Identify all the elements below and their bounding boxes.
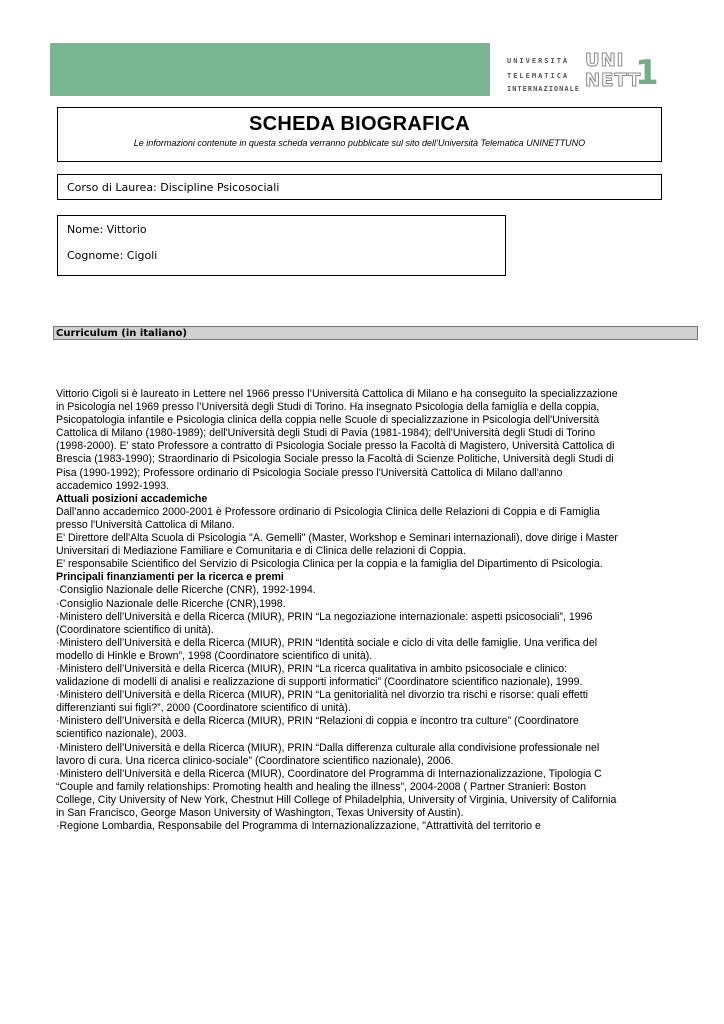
heading-funding: Principali finanziamenti per la ricerca e premi (56, 571, 284, 584)
page-subtitle: Le informazioni contenute in questa scheda verranno pubblicate sul sito dell’Università Telematica UNINETTUNO (133, 138, 586, 148)
page-title: SCHEDA BIOGRAFICA (248, 113, 471, 135)
first-name: Nome: Vittorio (67, 223, 147, 236)
funding-item: ·Ministero dell’Università e della Ricerca (MIUR), PRIN “La negoziazione internazionale: aspetti psicosociali”, 1996 (Coordinatore scientifico di unità). (56, 610, 593, 636)
funding-item: ·Ministero dell’Università e della Ricerca (MIUR), PRIN “La ricerca qualitativa in ambito psicosociale e clinico: validazione di modelli di analisi e realizzazione di supporti informatici” (Coordinatore scientifico nazionale), 1999. (56, 662, 583, 689)
logo-line-internazionale: INTERNAZIONALE (507, 85, 581, 93)
last-name: Cognome: Cigoli (67, 249, 158, 262)
funding-item: ·Ministero dell’Università e della Ricerca (MIUR), PRIN “Identità sociale e ciclo di vita delle famiglie. Una verifica del modello di Hinkle e Brown”, 1998 (Coordinatore scientifico di unità). (56, 636, 598, 662)
funding-item: ·Ministero dell’Università e della Ricerca (MIUR), PRIN “La genitorialità nel divorzio tra rischi e risorse: quali effetti differenzianti sui figli?”, 2000 (Coordinatore scientifico di unità). (56, 689, 589, 715)
logo-line-universita: UNIVERSITÀ (507, 57, 570, 65)
name-box (57, 215, 506, 276)
corso-box (57, 174, 662, 200)
logo-one: 1 (635, 53, 659, 93)
uninettuno-logo (507, 50, 662, 96)
title-box (57, 107, 662, 162)
logo-nett: NETT (585, 70, 642, 91)
funding-item: ·Ministero dell’Università e della Ricerca (MIUR), PRIN “Relazioni di coppia e incontro tra culture” (Coordinatore scientifico nazionale), 2003. (56, 715, 579, 741)
funding-item: ·Consiglio Nazionale delle Ricerche (CNR), 1992-1994. (56, 584, 316, 597)
logo-line-telematica: TELEMATICA (507, 72, 570, 80)
curriculum-body (56, 388, 621, 833)
funding-item: ·Ministero dell’Università e della Ricerca (MIUR), PRIN “Dalla differenza culturale alla condivisione professionale nel lavoro di cura. Una ricerca clinico-sociale” (Coordinatore scientifico nazionale), 2006. (56, 741, 600, 767)
header-banner (50, 43, 490, 96)
funding-item: ·Ministero dell’Università e della Ricerca (MIUR), Coordinatore del Programma di Internazionalizzazione, Tipologia C “Couple and family relationships: Promoting health and healing the illness”, 2004-2008 ( Partner Stranieri: Boston College, City University of New York, Chestnut Hill College of Philadelphia, University of Virginia, University of California in San Francisco, George Mason University of Washington, Texas University of Austin). (56, 767, 617, 819)
position-paragraph: Dall'anno accademico 2000-2001 è Professore ordinario di Psicologia Clinica delle Relazioni di Coppia e di Famiglia presso l'Università Cattolica di Milano. (56, 505, 600, 531)
curriculum-intro: Vittorio Cigoli si è laureato in Lettere nel 1966 presso l’Università Cattolica di Milano e ha conseguito la specializzazione in Psicologia nel 1969 presso l’Università degli Studi di Torino. Ha insegnato Psicologia della famiglia e della coppia, Psicopatologia infantile e Psicologia clinica della coppia nelle Scuole di specializzazione in Psicologia dell'Università Cattolica di Milano (1980-1989); dell'Università degli Studi di Pavia (1981-1984); dell'Università degli Studi di Torino (1998-2000). E' stato Professore a contratto di Psicologia Sociale presso la Facoltà di Magistero, Università Cattolica di Brescia (1983-1990); Straordinario di Psicologia Sociale presso la Facoltà di Scienze Politiche, Università degli Studi di Pisa (1990-1992); Professore ordinario di Psicologia Sociale presso l'Università Cattolica di Milano dall'anno accademico 1992-1993. (56, 388, 618, 492)
heading-positions: Attuali posizioni accademiche (56, 492, 208, 505)
position-paragraph: E' responsabile Scientifico del Servizio di Psicologia Clinica per la coppia e la famiglia del Dipartimento di Psicologia. (56, 558, 603, 571)
position-paragraph: E' Direttore dell'Alta Scuola di Psicologia "A. Gemelli" (Master, Workshop e Seminari internazionali), dove dirige i Master Universitari di Mediazione Familiare e Comunitaria e di Clinica delle relazioni di Coppia. (56, 532, 618, 558)
funding-item: ·Consiglio Nazionale delle Ricerche (CNR),1998. (56, 597, 286, 610)
funding-item: ·Regione Lombardia, Responsabile del Programma di Internazionalizzazione, "Attrattività del territorio e (56, 820, 541, 833)
section-title: Curriculum (in italiano) (56, 328, 187, 339)
curriculum-section-header (53, 326, 698, 340)
logo-uni: UNI (585, 50, 625, 71)
corso-di-laurea: Corso di Laurea: Discipline Psicosociali (67, 181, 280, 194)
